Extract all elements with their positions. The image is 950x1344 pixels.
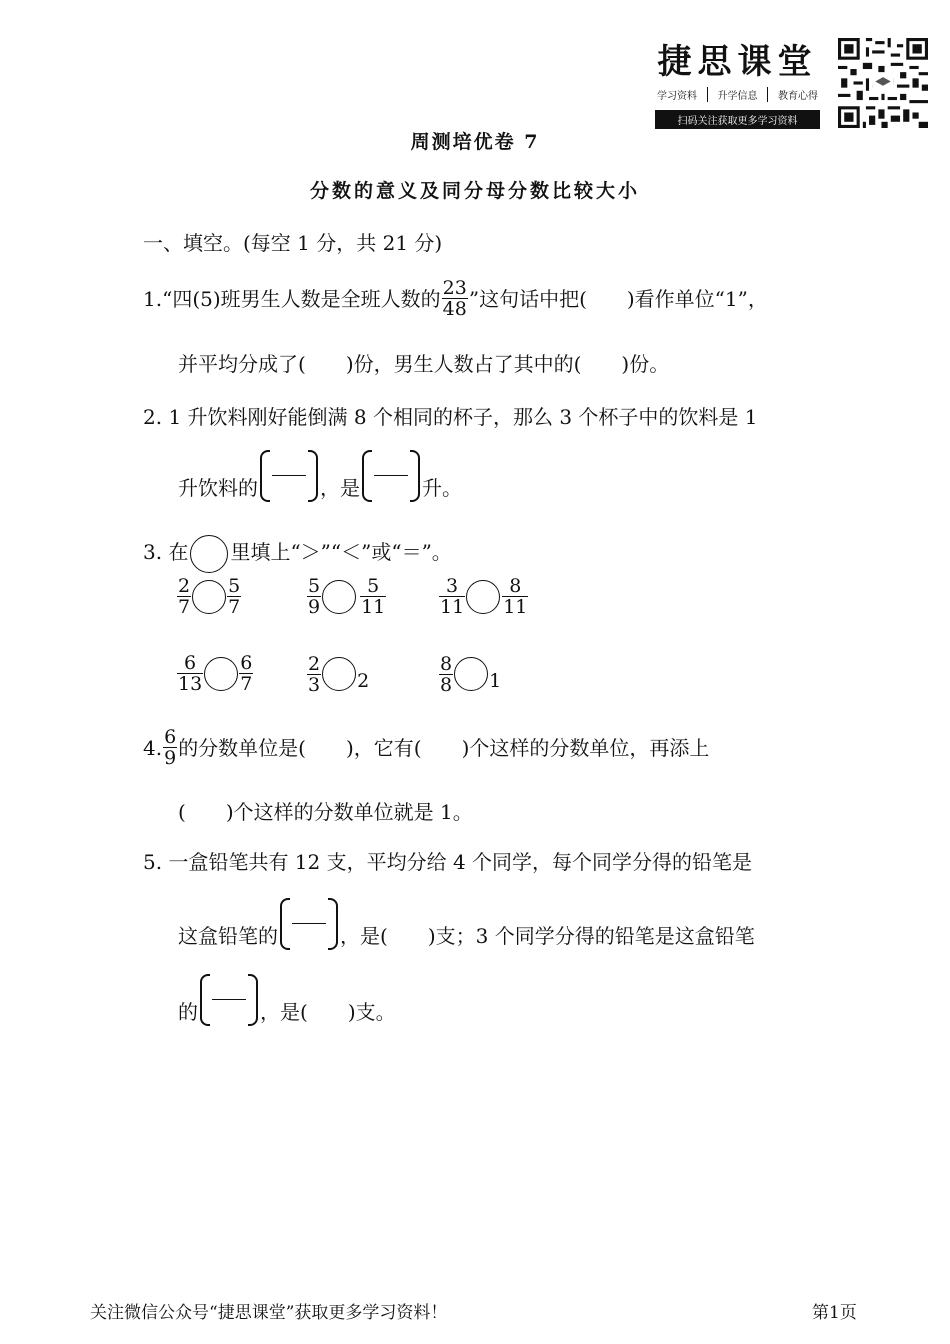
compare-item <box>306 576 387 617</box>
logo-banner: 扫码关注获取更多学习资料 <box>655 110 820 129</box>
question-text: )个这样的分数单位，再添上 <box>461 735 710 760</box>
question-text: 升饮料的 <box>178 476 258 500</box>
denominator: 3 <box>308 673 321 696</box>
question-text: 的分数单位是( <box>178 735 306 760</box>
question-text: )，它有( <box>346 735 422 760</box>
numerator: 8 <box>509 575 522 597</box>
numerator: 8 <box>440 652 453 675</box>
question-number: 3. <box>143 540 163 564</box>
question-text: ，是( <box>260 1000 308 1024</box>
question-1-line-1 <box>143 278 768 319</box>
fraction-answer-box[interactable] <box>260 450 318 502</box>
question-text: )看作单位“1”， <box>626 286 768 311</box>
qr-code-icon <box>838 38 928 128</box>
question-text: 里填上“＞”“＜”或“＝”。 <box>230 540 452 564</box>
denominator: 48 <box>442 298 467 320</box>
question-number: 4. <box>143 735 163 760</box>
compare-circle[interactable] <box>454 657 488 691</box>
denominator: 8 <box>440 673 453 696</box>
numerator: 6 <box>184 652 197 674</box>
denominator: 13 <box>178 673 203 695</box>
logo-tag: 学习资料 <box>657 91 697 102</box>
logo-tag: 升学信息 <box>717 91 758 102</box>
compare-item <box>176 576 242 617</box>
numerator: 2 <box>178 575 191 597</box>
question-text: )个这样的分数单位就是 1。 <box>225 800 473 824</box>
whole-number: 1 <box>489 670 502 692</box>
fraction-answer-box[interactable] <box>280 898 338 950</box>
denominator: 7 <box>240 673 253 695</box>
question-text: ( <box>178 800 186 824</box>
section-heading: 一、填空。(每空 1 分，共 21 分) <box>143 231 443 255</box>
numerator: 6 <box>164 726 177 748</box>
question-2-line-1 <box>143 403 758 431</box>
question-text: 一盒铅笔共有 12 支，平均分给 4 个同学，每个同学分得的铅笔是 <box>168 850 753 874</box>
denominator: 9 <box>308 596 321 618</box>
footer-note: 关注微信公众号“捷思课堂”获取更多学习资料！ <box>90 1303 448 1323</box>
question-5-line-2 <box>178 898 755 950</box>
denominator: 11 <box>440 596 465 618</box>
compare-circle[interactable] <box>204 657 238 691</box>
fraction <box>163 727 177 768</box>
question-3-line-1 <box>143 535 452 573</box>
question-text: )支；3 个同学分得的铅笔是这盒铅笔 <box>427 924 755 948</box>
question-4-line-1 <box>143 727 709 768</box>
numerator: 3 <box>446 575 459 597</box>
question-text: “四(5)班男生人数是全班人数的 <box>162 286 441 311</box>
compare-item <box>306 653 369 695</box>
numerator: 5 <box>308 575 321 597</box>
fraction-answer-box[interactable] <box>362 450 420 502</box>
page-title: 周测培优卷 7 <box>410 131 540 153</box>
logo-tags <box>655 87 820 102</box>
numerator: 2 <box>308 652 321 675</box>
numerator: 23 <box>442 277 467 299</box>
circle-icon <box>190 535 228 573</box>
question-5-line-3 <box>178 974 396 1026</box>
compare-circle[interactable] <box>466 580 500 614</box>
numerator: 5 <box>367 575 380 597</box>
question-text: 在 <box>168 540 189 564</box>
compare-item <box>438 653 501 695</box>
question-text: )份，男生人数占了其中的( <box>345 352 582 376</box>
question-2-line-2 <box>178 450 462 502</box>
question-text: ，是 <box>320 476 360 500</box>
question-text: 升。 <box>422 476 462 500</box>
question-text: 并平均分成了( <box>178 352 306 376</box>
denominator: 7 <box>228 596 241 618</box>
logo-tag: 教育心得 <box>778 91 818 102</box>
numerator: 5 <box>228 575 241 597</box>
compare-circle[interactable] <box>192 580 226 614</box>
question-text: )份。 <box>621 352 670 376</box>
question-5-line-1 <box>143 848 752 876</box>
question-text: )支。 <box>347 1000 396 1024</box>
fraction-answer-box[interactable] <box>200 974 258 1026</box>
compare-circle[interactable] <box>322 580 356 614</box>
logo-title: 捷思课堂 <box>657 42 818 82</box>
denominator: 11 <box>361 596 386 618</box>
question-number: 5. <box>143 850 163 874</box>
denominator: 9 <box>164 747 177 769</box>
question-text: 的 <box>178 1000 198 1024</box>
brand-logo <box>655 34 820 129</box>
question-text: ”这句话中把( <box>468 286 587 311</box>
question-4-line-2 <box>178 798 473 826</box>
question-text: ，是( <box>340 924 388 948</box>
denominator: 11 <box>503 596 528 618</box>
question-number: 1. <box>143 286 163 311</box>
compare-item <box>438 576 529 617</box>
fraction <box>442 278 468 319</box>
question-text: 这盒铅笔的 <box>178 924 278 948</box>
denominator: 7 <box>178 596 191 618</box>
page-subtitle: 分数的意义及同分母分数比较大小 <box>309 180 640 202</box>
question-1-line-2 <box>178 350 669 378</box>
question-text: 1 升饮料刚好能倒满 8 个相同的杯子，那么 3 个杯子中的饮料是 1 <box>168 405 758 429</box>
question-number: 2. <box>143 405 163 429</box>
compare-circle[interactable] <box>322 657 356 691</box>
numerator: 6 <box>240 652 253 674</box>
compare-item <box>176 653 254 694</box>
page-number: 第1页 <box>812 1303 857 1323</box>
whole-number: 2 <box>357 670 370 692</box>
